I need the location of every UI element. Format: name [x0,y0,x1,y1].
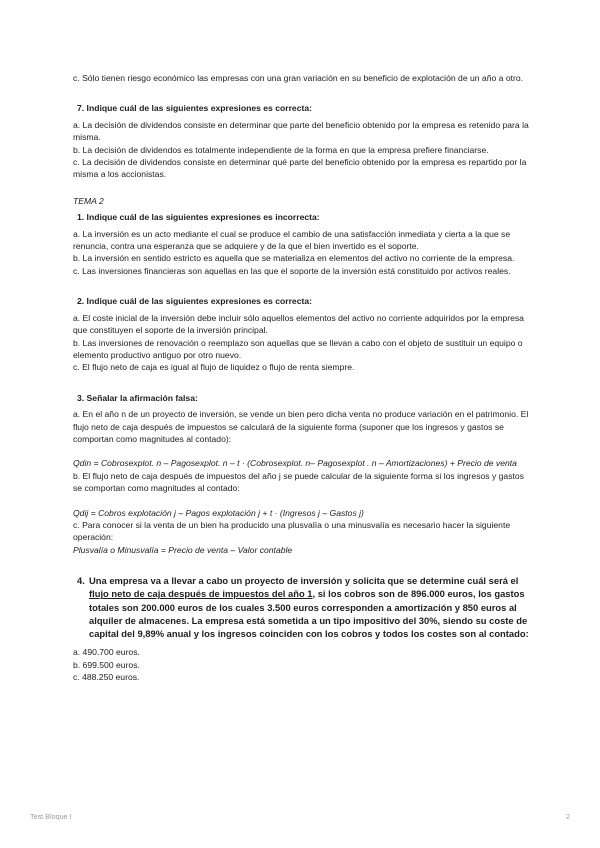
t2q4-title-underlined: flujo neto de caja después de impuestos del año 1 [89,588,313,600]
t2q2-option-c: c. El flujo neto de caja es igual al flujo de liquidez o flujo de renta siempre. [73,362,355,373]
t2q2-title: 2. Indique cuál de las siguientes expresiones es correcta: [77,296,312,307]
tema-heading: TEMA 2 [73,195,104,206]
q7-option-a: a. La decisión de dividendos consiste en determinar que parte del beneficio obtenido por la empresa es retenido para la misma. [73,119,529,143]
t2q4-title-post: , si los cobros son de 896.000 euros, los gastos totales son 200.000 euros de los cuales 3.500 euros corresponden a amortización y 850 euros al alquiler de almacenes. La empresa está sometida a un tipo impositivo del 30%, siendo su coste de capital del 9,89% anual y los ingresos coinciden con los cobros y todos los costes son al contado: [89,588,529,639]
t2q1-option-b: b. La inversión en sentido estricto es aquella que se materializa en elementos del activo no corriente de la empresa. [73,253,515,264]
prev-option-c: c. Sólo tienen riesgo económico las empresas con una gran variación en su beneficio de explotación de un año a otro. [73,73,524,83]
t2q3-title: 3. Señalar la afirmación falsa: [77,392,198,403]
t2q3-formula-a: Qdin = Cobrosexplot. n – Pagosexplot. n – t · (Cobrosexplot. n– Pagosexplot . n – Amortizaciones) + Precio de venta [73,458,517,469]
q7-option-b: b. La decisión de dividendos es totalmente independiente de la forma en que la empresa prefiere financiarse. [73,144,489,155]
t2q4-option-c: c. 488.250 euros. [73,672,140,683]
t2q1-title: 1. Indique cuál de las siguientes expresiones es incorrecta: [77,212,320,223]
q7-title: 7. Indique cuál de las siguientes expresiones es correcta: [77,103,312,114]
t2q3-option-b: b. El flujo neto de caja después de impuestos del año j se puede calcular de la siguiente forma si los ingresos y gastos se comportan como magnitudes al contado: [73,470,524,494]
t2q4-number: 4. [77,575,85,587]
footer-title: Test Bloque I [30,812,72,821]
t2q4-option-b: b. 699.500 euros. [73,659,140,670]
t2q4-option-a: a. 490.700 euros. [73,647,140,658]
t2q2-option-b: b. Las inversiones de renovación o reemplazo son aquellas que se llevan a cabo con el objeto de sustituir un equipo o elemento productivo antiguo por otro nuevo. [73,337,523,360]
t2q1-option-a: a. La inversión es un acto mediante el cual se produce el cambio de una satisfacción inmediata y cierta a la que se renuncia, contra una esperanza que se adquiere y de la que el bien invertido es el soporte. [73,228,511,252]
q7-option-c: c. La decisión de dividendos consiste en determinar qué parte del beneficio obtenido por la empresa es repartido por la misma a los accionistas. [73,157,527,180]
t2q3-option-c: c. Para conocer si la venta de un bien ha producido una plusvalía o una minusvalía es necesario hacer la siguiente operación: [73,519,511,543]
t2q4-title-pre: Una empresa va a llevar a cabo un proyecto de inversión y solicita que se determine cuál será el [89,575,519,587]
t2q3-formula-b: Qdij = Cobros explotación j – Pagos explotación j + t · (Ingresos j – Gastos j) [73,507,364,518]
page-content [73,72,533,683]
t2q2-option-a: a. El coste inicial de la inversión debe incluir sólo aquellos elementos del activo no corriente adquiridos por la empresa que constituyen el soporte de la inversión principal. [73,312,524,336]
page-number: 2 [566,812,570,821]
t2q3-formula-c: Plusvalía o Minusvalía = Precio de venta – Valor contable [73,544,293,555]
t2q1-option-c: c. Las inversiones financieras son aquellas en las que el soporte de la inversión está constituido por activos reales. [73,265,511,276]
t2q3-option-a: a. En el año n de un proyecto de inversión, se vende un bien pero dicha venta no produce variación en el patrimonio. El flujo neto de caja después de impuestos se calculará de la siguiente forma (suponer que los ingresos y gastos se comportan como magnitudes al contado): [73,409,529,444]
t2q4-title [77,574,533,640]
